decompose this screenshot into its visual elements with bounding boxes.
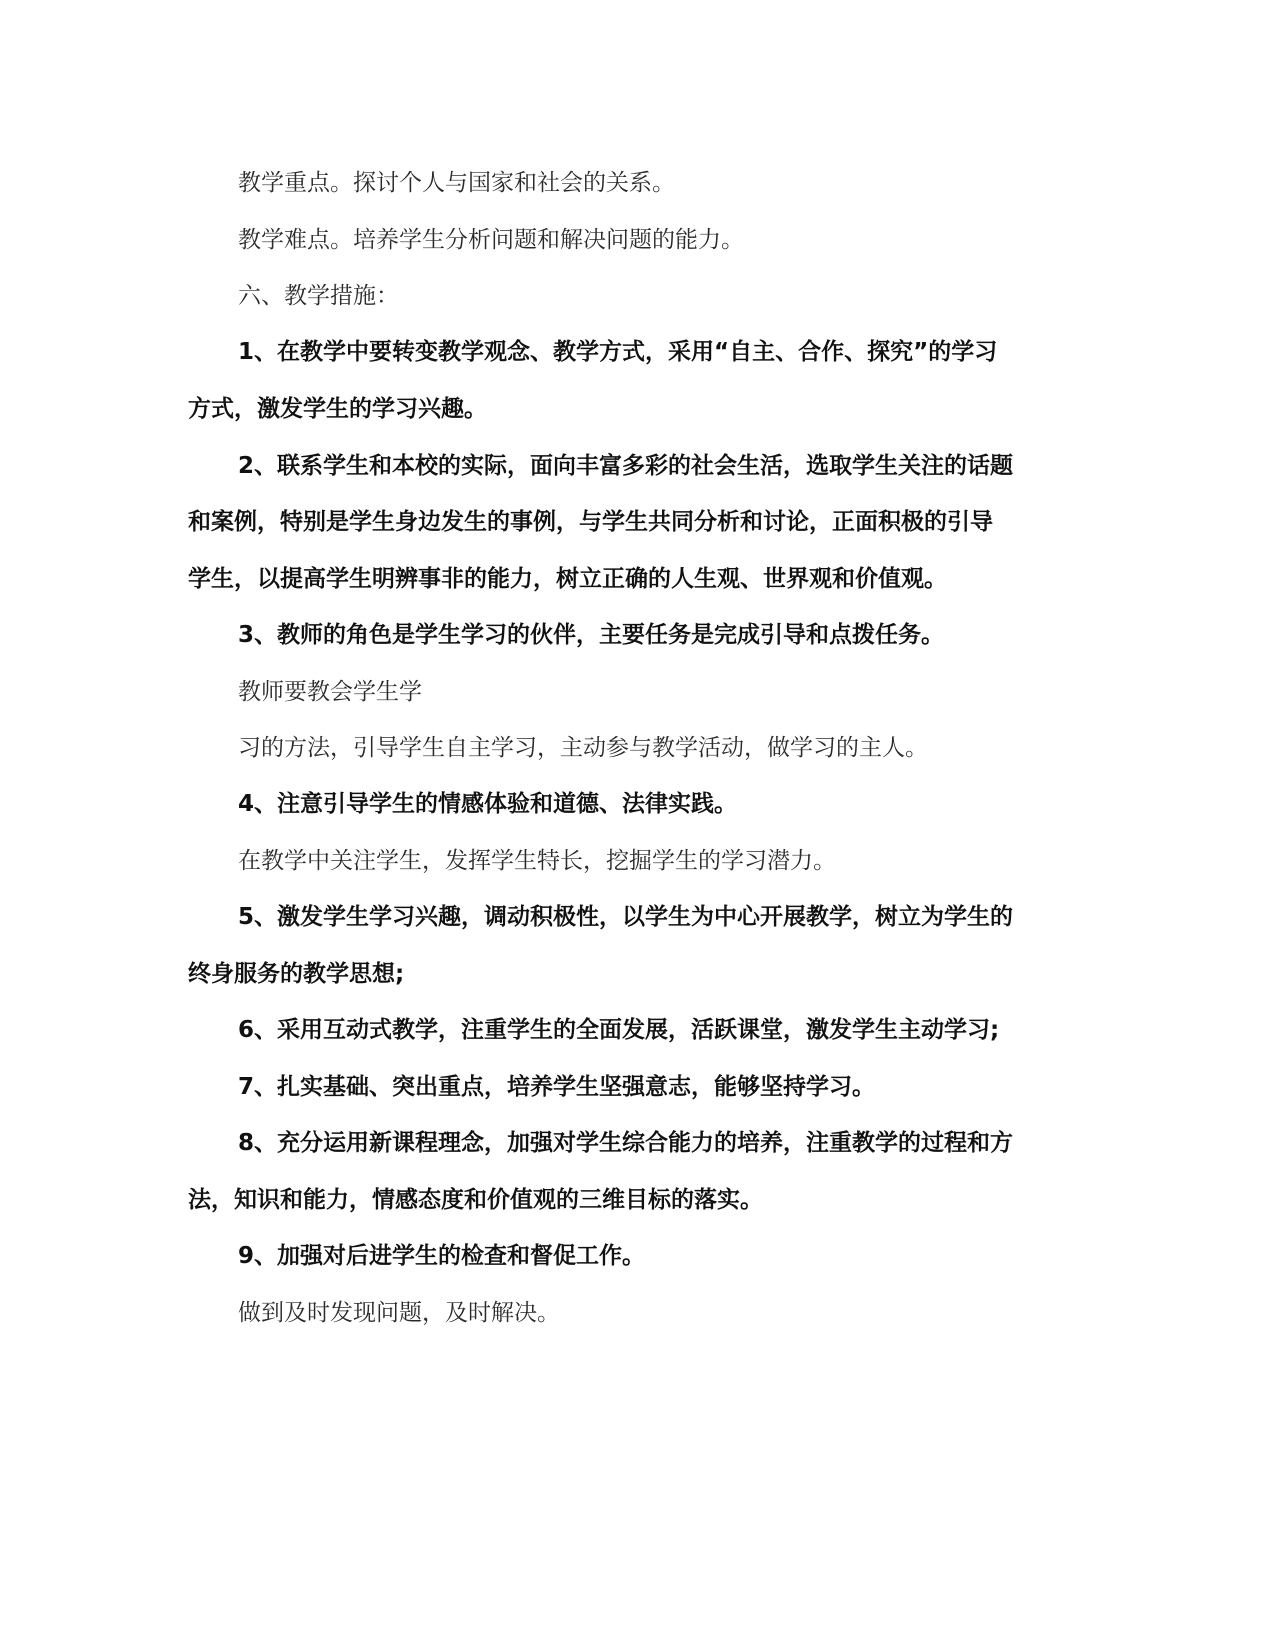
- measure-9-line-1: 9、加强对后进学生的检查和督促工作。: [238, 1243, 646, 1269]
- measure-2-line-2: 和案例，特别是学生身边发生的事例，与学生共同分析和讨论，正面积极的引导: [188, 509, 993, 535]
- measure-1-line-2: 方式，激发学生的学习兴趣。: [188, 396, 487, 422]
- measure-8-line-1: 8、充分运用新课程理念，加强对学生综合能力的培养，注重教学的过程和方: [238, 1130, 1014, 1156]
- measure-3-line-2: 教师要教会学生学: [238, 679, 422, 705]
- measure-2-line-1: 2、联系学生和本校的实际，面向丰富多彩的社会生活，选取学生关注的话题: [238, 453, 1014, 479]
- measure-7-line-1: 7、扎实基础、突出重点，培养学生坚强意志，能够坚持学习。: [238, 1074, 876, 1100]
- text-line-difficulty: 教学难点。培养学生分析问题和解决问题的能力。: [238, 227, 744, 253]
- measure-5-line-1: 5、激发学生学习兴趣，调动积极性，以学生为中心开展教学，树立为学生的: [238, 904, 1014, 930]
- measure-4-line-1: 4、注意引导学生的情感体验和道德、法律实践。: [238, 791, 738, 817]
- text-line-key-point: 教学重点。探讨个人与国家和社会的关系。: [238, 170, 675, 196]
- measure-3-line-3: 习的方法，引导学生自主学习，主动参与教学活动，做学习的主人。: [238, 735, 928, 761]
- section-heading-teaching-measures: 六、教学措施：: [238, 283, 399, 309]
- measure-2-line-3: 学生，以提高学生明辨事非的能力，树立正确的人生观、世界观和价值观。: [188, 566, 947, 592]
- measure-3-line-1: 3、教师的角色是学生学习的伙伴，主要任务是完成引导和点拨任务。: [238, 622, 945, 648]
- measure-9-line-2: 做到及时发现问题，及时解决。: [238, 1300, 560, 1326]
- measure-1-line-1: 1、在教学中要转变教学观念、教学方式，采用“自主、合作、探究”的学习: [238, 339, 998, 365]
- measure-4-line-2: 在教学中关注学生，发挥学生特长，挖掘学生的学习潜力。: [238, 848, 836, 874]
- measure-6-line-1: 6、采用互动式教学，注重学生的全面发展，活跃课堂，激发学生主动学习;: [238, 1017, 1000, 1043]
- measure-5-line-2: 终身服务的教学思想;: [188, 961, 405, 987]
- measure-8-line-2: 法，知识和能力，情感态度和价值观的三维目标的落实。: [188, 1187, 763, 1213]
